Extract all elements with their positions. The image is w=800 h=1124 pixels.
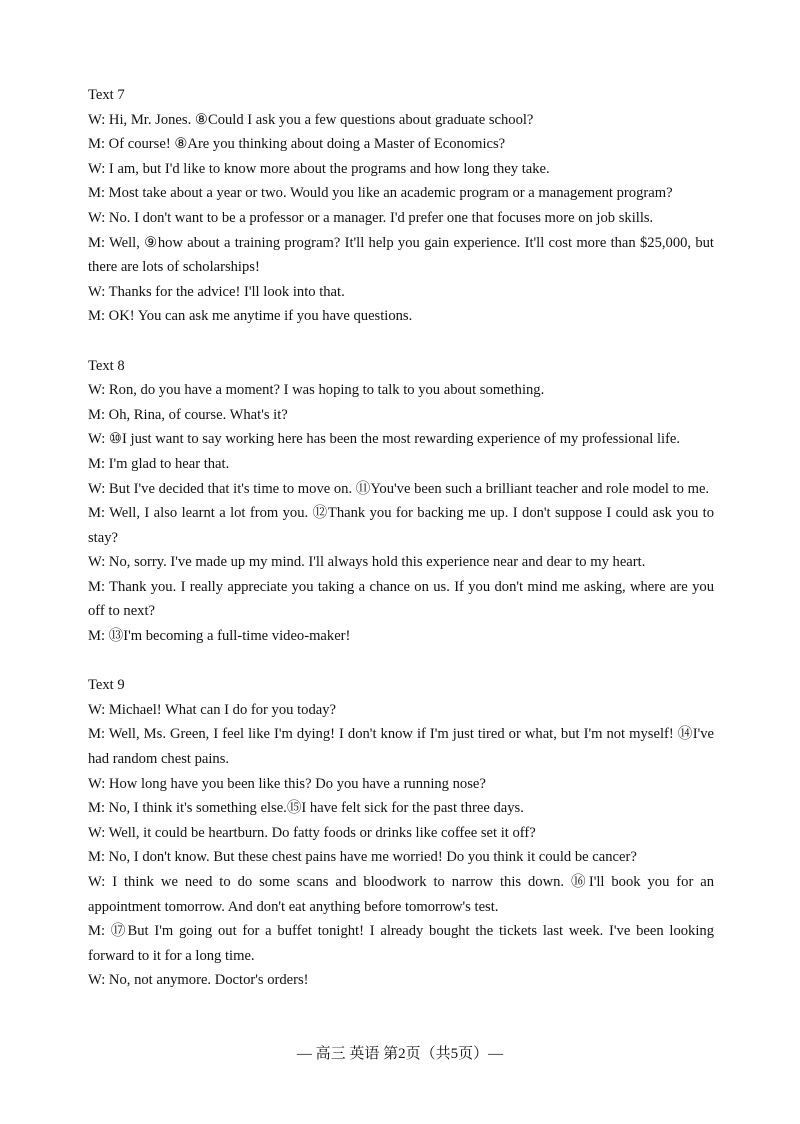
dialogue-line: M: Well, ⑨how about a training program? It'll help you gain experience. It'll cost more than $25,000, but there are lots of scholarships!	[88, 234, 714, 276]
dialogue-line: M: Oh, Rina, of course. What's it?	[88, 406, 288, 423]
dialogue-line: W: I think we need to do some scans and bloodwork to narrow this down. ⑯I'll book you for an appointment tomorrow. And don't eat anything before tomorrow's test.	[88, 874, 714, 915]
dialogue-line: W: ⑩I just want to say working here has been the most rewarding experience of my professional life.	[88, 431, 681, 448]
dialogue-line: W: Michael! What can I do for you today?	[88, 701, 337, 718]
document-body	[88, 83, 714, 993]
section-text-7	[88, 83, 714, 329]
dialogue-line: W: But I've decided that it's time to move on. ⑪You've been such a brilliant teacher and role model to me.	[88, 480, 710, 497]
dialogue-line: M: No, I don't know. But these chest pains have me worried! Do you think it could be cancer?	[88, 849, 637, 866]
dialogue-line: M: Thank you. I really appreciate you taking a chance on us. If you don't mind me asking, where are you off to next?	[88, 578, 714, 620]
section-text-9	[88, 673, 714, 993]
dialogue-line: W: Hi, Mr. Jones. ⑧Could I ask you a few questions about graduate school?	[88, 111, 534, 128]
section-title: Text 8	[88, 357, 125, 374]
section-title: Text 7	[88, 87, 125, 103]
dialogue-line: M: ⑬I'm becoming a full-time video-maker!	[88, 628, 351, 645]
dialogue-line: M: Well, Ms. Green, I feel like I'm dying! I don't know if I'm just tired or what, but I'm not myself! ⑭I've had random chest pains.	[88, 726, 714, 768]
dialogue-line: M: No, I think it's something else.⑮I have felt sick for the past three days.	[88, 800, 524, 817]
dialogue-line: W: No. I don't want to be a professor or a manager. I'd prefer one that focuses more on job skills.	[88, 209, 654, 226]
section-title: Text 9	[88, 677, 125, 694]
dialogue-line: M: ⑰But I'm going out for a buffet tonight! I already bought the tickets last week. I've been looking forward to it for a long time.	[88, 923, 714, 964]
dialogue-line: W: Ron, do you have a moment? I was hoping to talk to you about something.	[88, 382, 545, 399]
dialogue-line: W: I am, but I'd like to know more about the programs and how long they take.	[88, 160, 550, 177]
dialogue-line: W: Thanks for the advice! I'll look into that.	[88, 283, 345, 300]
dialogue-line: M: Well, I also learnt a lot from you. ⑫Thank you for backing me up. I don't suppose I could ask you to stay?	[88, 505, 714, 546]
section-text-8	[88, 354, 714, 649]
page-footer: — 高三 英语 第2页（共5页）—	[296, 1046, 504, 1062]
dialogue-line: M: OK! You can ask me anytime if you have questions.	[88, 308, 413, 325]
dialogue-line: M: Most take about a year or two. Would you like an academic program or a management program?	[88, 185, 673, 202]
dialogue-line: W: No, sorry. I've made up my mind. I'll always hold this experience near and dear to my heart.	[88, 554, 646, 571]
dialogue-line: W: Well, it could be heartburn. Do fatty foods or drinks like coffee set it off?	[88, 824, 536, 841]
dialogue-line: M: Of course! ⑧Are you thinking about doing a Master of Economics?	[88, 136, 506, 153]
dialogue-line: W: How long have you been like this? Do you have a running nose?	[88, 775, 486, 792]
dialogue-line: W: No, not anymore. Doctor's orders!	[88, 972, 309, 989]
dialogue-line: M: I'm glad to hear that.	[88, 455, 230, 472]
